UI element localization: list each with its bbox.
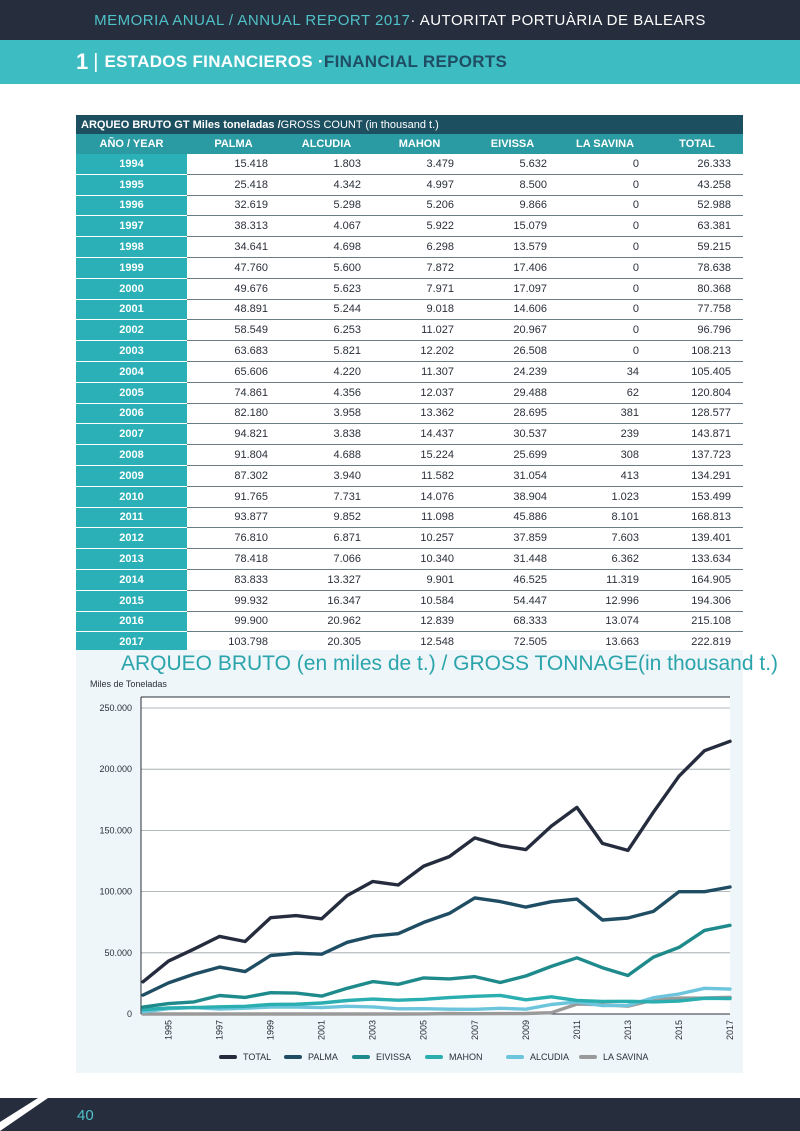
value-cell: 12.996 bbox=[559, 590, 651, 611]
value-cell: 13.074 bbox=[559, 611, 651, 632]
value-cell: 137.723 bbox=[651, 445, 743, 466]
data-table bbox=[76, 134, 743, 653]
value-cell: 47.760 bbox=[187, 257, 280, 278]
table-row bbox=[76, 528, 743, 549]
gross-count-table bbox=[76, 115, 743, 653]
value-cell: 0 bbox=[559, 216, 651, 237]
x-tick-label: 1995 bbox=[163, 1020, 174, 1041]
value-cell: 26.508 bbox=[466, 341, 559, 362]
value-cell: 78.418 bbox=[187, 549, 280, 570]
value-cell: 49.676 bbox=[187, 278, 280, 299]
value-cell: 12.202 bbox=[373, 341, 466, 362]
column-header: MAHON bbox=[373, 134, 466, 154]
y-tick-label: 50.000 bbox=[104, 947, 132, 958]
value-cell: 0 bbox=[559, 320, 651, 341]
section-separator: | bbox=[93, 50, 99, 73]
x-tick-label: 2017 bbox=[725, 1020, 735, 1041]
value-cell: 120.804 bbox=[651, 382, 743, 403]
value-cell: 34 bbox=[559, 361, 651, 382]
value-cell: 7.731 bbox=[280, 486, 373, 507]
table-title bbox=[76, 115, 743, 134]
column-header: TOTAL bbox=[651, 134, 743, 154]
table-row bbox=[76, 424, 743, 445]
column-header: AÑO / YEAR bbox=[76, 134, 187, 154]
year-cell: 2016 bbox=[76, 611, 187, 632]
value-cell: 5.298 bbox=[280, 195, 373, 216]
value-cell: 59.215 bbox=[651, 237, 743, 258]
value-cell: 91.765 bbox=[187, 486, 280, 507]
table-row bbox=[76, 195, 743, 216]
table-row bbox=[76, 154, 743, 174]
value-cell: 5.206 bbox=[373, 195, 466, 216]
table-row bbox=[76, 549, 743, 570]
year-cell: 2000 bbox=[76, 278, 187, 299]
value-cell: 9.866 bbox=[466, 195, 559, 216]
value-cell: 4.067 bbox=[280, 216, 373, 237]
year-cell: 1998 bbox=[76, 237, 187, 258]
value-cell: 96.796 bbox=[651, 320, 743, 341]
value-cell: 153.499 bbox=[651, 486, 743, 507]
value-cell: 26.333 bbox=[651, 154, 743, 174]
value-cell: 133.634 bbox=[651, 549, 743, 570]
value-cell: 20.967 bbox=[466, 320, 559, 341]
value-cell: 7.066 bbox=[280, 549, 373, 570]
value-cell: 4.698 bbox=[280, 237, 373, 258]
value-cell: 0 bbox=[559, 195, 651, 216]
value-cell: 168.813 bbox=[651, 507, 743, 528]
value-cell: 80.368 bbox=[651, 278, 743, 299]
legend-label: PALMA bbox=[308, 1052, 338, 1062]
table-title-bold: ARQUEO BRUTO GT Miles toneladas / bbox=[81, 118, 281, 131]
legend-label: ALCUDIA bbox=[530, 1052, 570, 1062]
value-cell: 17.406 bbox=[466, 257, 559, 278]
value-cell: 13.663 bbox=[559, 632, 651, 653]
value-cell: 6.298 bbox=[373, 237, 466, 258]
section-title-es: ESTADOS FINANCIEROS · bbox=[104, 52, 324, 71]
value-cell: 0 bbox=[559, 257, 651, 278]
value-cell: 308 bbox=[559, 445, 651, 466]
value-cell: 164.905 bbox=[651, 569, 743, 590]
x-tick-label: 2011 bbox=[571, 1020, 582, 1040]
value-cell: 4.688 bbox=[280, 445, 373, 466]
value-cell: 7.971 bbox=[373, 278, 466, 299]
value-cell: 14.076 bbox=[373, 486, 466, 507]
y-tick-label: 100.000 bbox=[99, 886, 132, 897]
value-cell: 222.819 bbox=[651, 632, 743, 653]
value-cell: 1.023 bbox=[559, 486, 651, 507]
year-cell: 2017 bbox=[76, 632, 187, 653]
year-cell: 2008 bbox=[76, 445, 187, 466]
value-cell: 194.306 bbox=[651, 590, 743, 611]
value-cell: 13.362 bbox=[373, 403, 466, 424]
value-cell: 4.220 bbox=[280, 361, 373, 382]
year-cell: 1999 bbox=[76, 257, 187, 278]
table-row bbox=[76, 341, 743, 362]
table-row bbox=[76, 320, 743, 341]
x-tick-label: 2015 bbox=[673, 1020, 684, 1041]
year-cell: 2003 bbox=[76, 341, 187, 362]
year-cell: 2014 bbox=[76, 569, 187, 590]
x-tick-label: 2013 bbox=[622, 1020, 633, 1041]
year-cell: 1996 bbox=[76, 195, 187, 216]
year-cell: 2002 bbox=[76, 320, 187, 341]
table-row bbox=[76, 299, 743, 320]
year-cell: 2015 bbox=[76, 590, 187, 611]
x-tick-label: 2009 bbox=[520, 1020, 531, 1041]
table-row bbox=[76, 174, 743, 195]
table-row bbox=[76, 590, 743, 611]
year-cell: 2013 bbox=[76, 549, 187, 570]
value-cell: 28.695 bbox=[466, 403, 559, 424]
value-cell: 9.901 bbox=[373, 569, 466, 590]
value-cell: 134.291 bbox=[651, 465, 743, 486]
value-cell: 9.018 bbox=[373, 299, 466, 320]
value-cell: 413 bbox=[559, 465, 651, 486]
value-cell: 43.258 bbox=[651, 174, 743, 195]
table-row bbox=[76, 569, 743, 590]
value-cell: 37.859 bbox=[466, 528, 559, 549]
value-cell: 65.606 bbox=[187, 361, 280, 382]
value-cell: 78.638 bbox=[651, 257, 743, 278]
section-header-bar bbox=[0, 40, 800, 84]
value-cell: 12.548 bbox=[373, 632, 466, 653]
value-cell: 128.577 bbox=[651, 403, 743, 424]
value-cell: 8.500 bbox=[466, 174, 559, 195]
report-organization: · AUTORITAT PORTUÀRIA DE BALEARS bbox=[410, 11, 706, 29]
value-cell: 30.537 bbox=[466, 424, 559, 445]
value-cell: 62 bbox=[559, 382, 651, 403]
x-tick-label: 2007 bbox=[469, 1020, 480, 1041]
value-cell: 15.079 bbox=[466, 216, 559, 237]
value-cell: 0 bbox=[559, 237, 651, 258]
legend-label: TOTAL bbox=[243, 1052, 272, 1062]
table-row bbox=[76, 361, 743, 382]
value-cell: 15.418 bbox=[187, 154, 280, 174]
table-row bbox=[76, 611, 743, 632]
table-row bbox=[76, 465, 743, 486]
value-cell: 8.101 bbox=[559, 507, 651, 528]
year-cell: 2010 bbox=[76, 486, 187, 507]
y-tick-label: 250.000 bbox=[99, 703, 132, 713]
value-cell: 0 bbox=[559, 174, 651, 195]
value-cell: 10.584 bbox=[373, 590, 466, 611]
value-cell: 17.097 bbox=[466, 278, 559, 299]
value-cell: 31.054 bbox=[466, 465, 559, 486]
value-cell: 87.302 bbox=[187, 465, 280, 486]
value-cell: 108.213 bbox=[651, 341, 743, 362]
value-cell: 20.305 bbox=[280, 632, 373, 653]
value-cell: 3.958 bbox=[280, 403, 373, 424]
x-tick-label: 1997 bbox=[214, 1020, 225, 1041]
value-cell: 12.037 bbox=[373, 382, 466, 403]
column-header: PALMA bbox=[187, 134, 280, 154]
year-cell: 2007 bbox=[76, 424, 187, 445]
value-cell: 11.319 bbox=[559, 569, 651, 590]
value-cell: 63.381 bbox=[651, 216, 743, 237]
value-cell: 13.327 bbox=[280, 569, 373, 590]
value-cell: 91.804 bbox=[187, 445, 280, 466]
x-tick-label: 1999 bbox=[265, 1020, 276, 1041]
table-row bbox=[76, 507, 743, 528]
value-cell: 7.872 bbox=[373, 257, 466, 278]
value-cell: 32.619 bbox=[187, 195, 280, 216]
table-row bbox=[76, 237, 743, 258]
value-cell: 143.871 bbox=[651, 424, 743, 445]
value-cell: 381 bbox=[559, 403, 651, 424]
y-tick-label: 200.000 bbox=[99, 764, 132, 775]
table-row bbox=[76, 486, 743, 507]
table-body bbox=[76, 154, 743, 653]
value-cell: 7.603 bbox=[559, 528, 651, 549]
value-cell: 68.333 bbox=[466, 611, 559, 632]
value-cell: 215.108 bbox=[651, 611, 743, 632]
value-cell: 76.810 bbox=[187, 528, 280, 549]
value-cell: 38.313 bbox=[187, 216, 280, 237]
table-row bbox=[76, 278, 743, 299]
column-header: LA SAVINA bbox=[559, 134, 651, 154]
value-cell: 105.405 bbox=[651, 361, 743, 382]
table-row bbox=[76, 403, 743, 424]
value-cell: 94.821 bbox=[187, 424, 280, 445]
x-tick-label: 2003 bbox=[367, 1020, 378, 1041]
value-cell: 77.758 bbox=[651, 299, 743, 320]
value-cell: 3.940 bbox=[280, 465, 373, 486]
value-cell: 12.839 bbox=[373, 611, 466, 632]
page-number: 40 bbox=[77, 1107, 94, 1124]
value-cell: 6.253 bbox=[280, 320, 373, 341]
x-tick-label: 2001 bbox=[316, 1020, 327, 1041]
value-cell: 10.257 bbox=[373, 528, 466, 549]
value-cell: 14.437 bbox=[373, 424, 466, 445]
value-cell: 9.852 bbox=[280, 507, 373, 528]
table-row bbox=[76, 382, 743, 403]
value-cell: 5.632 bbox=[466, 154, 559, 174]
value-cell: 31.448 bbox=[466, 549, 559, 570]
value-cell: 5.623 bbox=[280, 278, 373, 299]
value-cell: 25.418 bbox=[187, 174, 280, 195]
footer-slash-decoration bbox=[0, 1098, 60, 1131]
value-cell: 99.932 bbox=[187, 590, 280, 611]
value-cell: 139.401 bbox=[651, 528, 743, 549]
value-cell: 24.239 bbox=[466, 361, 559, 382]
value-cell: 48.891 bbox=[187, 299, 280, 320]
value-cell: 74.861 bbox=[187, 382, 280, 403]
y-tick-label: 150.000 bbox=[99, 825, 132, 836]
value-cell: 72.505 bbox=[466, 632, 559, 653]
value-cell: 63.683 bbox=[187, 341, 280, 362]
table-title-rest: GROSS COUNT (in thousand t.) bbox=[280, 118, 439, 131]
value-cell: 15.224 bbox=[373, 445, 466, 466]
value-cell: 45.886 bbox=[466, 507, 559, 528]
report-title: MEMORIA ANUAL / ANNUAL REPORT 2017 bbox=[94, 11, 411, 29]
year-cell: 2001 bbox=[76, 299, 187, 320]
value-cell: 38.904 bbox=[466, 486, 559, 507]
footer-bar bbox=[0, 1098, 800, 1131]
value-cell: 20.962 bbox=[280, 611, 373, 632]
year-cell: 1997 bbox=[76, 216, 187, 237]
value-cell: 0 bbox=[559, 341, 651, 362]
value-cell: 5.821 bbox=[280, 341, 373, 362]
value-cell: 29.488 bbox=[466, 382, 559, 403]
section-title-en: FINANCIAL REPORTS bbox=[323, 52, 508, 71]
value-cell: 13.579 bbox=[466, 237, 559, 258]
year-cell: 2005 bbox=[76, 382, 187, 403]
year-cell: 2011 bbox=[76, 507, 187, 528]
value-cell: 46.525 bbox=[466, 569, 559, 590]
year-cell: 1994 bbox=[76, 154, 187, 174]
value-cell: 11.027 bbox=[373, 320, 466, 341]
chart-y-axis-label: Miles de Toneladas bbox=[90, 679, 167, 689]
legend-label: MAHON bbox=[449, 1052, 483, 1062]
y-tick-label: 0 bbox=[126, 1009, 132, 1019]
year-cell: 1995 bbox=[76, 174, 187, 195]
value-cell: 54.447 bbox=[466, 590, 559, 611]
value-cell: 10.340 bbox=[373, 549, 466, 570]
value-cell: 103.798 bbox=[187, 632, 280, 653]
value-cell: 3.479 bbox=[373, 154, 466, 174]
value-cell: 83.833 bbox=[187, 569, 280, 590]
value-cell: 4.342 bbox=[280, 174, 373, 195]
table-row bbox=[76, 445, 743, 466]
value-cell: 5.922 bbox=[373, 216, 466, 237]
table-row bbox=[76, 216, 743, 237]
section-number: 1 bbox=[76, 49, 89, 74]
year-cell: 2006 bbox=[76, 403, 187, 424]
value-cell: 58.549 bbox=[187, 320, 280, 341]
value-cell: 11.582 bbox=[373, 465, 466, 486]
value-cell: 82.180 bbox=[187, 403, 280, 424]
line-chart bbox=[76, 650, 743, 1073]
value-cell: 4.356 bbox=[280, 382, 373, 403]
x-tick-label: 2005 bbox=[418, 1020, 429, 1041]
value-cell: 99.900 bbox=[187, 611, 280, 632]
year-cell: 2009 bbox=[76, 465, 187, 486]
value-cell: 0 bbox=[559, 278, 651, 299]
chart-panel bbox=[76, 650, 779, 1073]
year-cell: 2012 bbox=[76, 528, 187, 549]
report-header-bar bbox=[0, 0, 800, 40]
legend-label: LA SAVINA bbox=[603, 1052, 649, 1062]
table-header-row bbox=[76, 134, 743, 154]
column-header: EIVISSA bbox=[466, 134, 559, 154]
value-cell: 6.871 bbox=[280, 528, 373, 549]
column-header: ALCUDIA bbox=[280, 134, 373, 154]
value-cell: 1.803 bbox=[280, 154, 373, 174]
legend-label: EIVISSA bbox=[376, 1052, 412, 1062]
year-cell: 2004 bbox=[76, 361, 187, 382]
value-cell: 239 bbox=[559, 424, 651, 445]
value-cell: 5.244 bbox=[280, 299, 373, 320]
chart-title: ARQUEO BRUTO (en miles de t.) / GROSS TONNAGE(in thousand t.) bbox=[121, 652, 779, 675]
value-cell: 52.988 bbox=[651, 195, 743, 216]
value-cell: 34.641 bbox=[187, 237, 280, 258]
value-cell: 3.838 bbox=[280, 424, 373, 445]
table-row bbox=[76, 257, 743, 278]
value-cell: 11.307 bbox=[373, 361, 466, 382]
value-cell: 0 bbox=[559, 154, 651, 174]
value-cell: 6.362 bbox=[559, 549, 651, 570]
value-cell: 5.600 bbox=[280, 257, 373, 278]
value-cell: 14.606 bbox=[466, 299, 559, 320]
value-cell: 4.997 bbox=[373, 174, 466, 195]
value-cell: 25.699 bbox=[466, 445, 559, 466]
value-cell: 93.877 bbox=[187, 507, 280, 528]
value-cell: 0 bbox=[559, 299, 651, 320]
value-cell: 11.098 bbox=[373, 507, 466, 528]
value-cell: 16.347 bbox=[280, 590, 373, 611]
